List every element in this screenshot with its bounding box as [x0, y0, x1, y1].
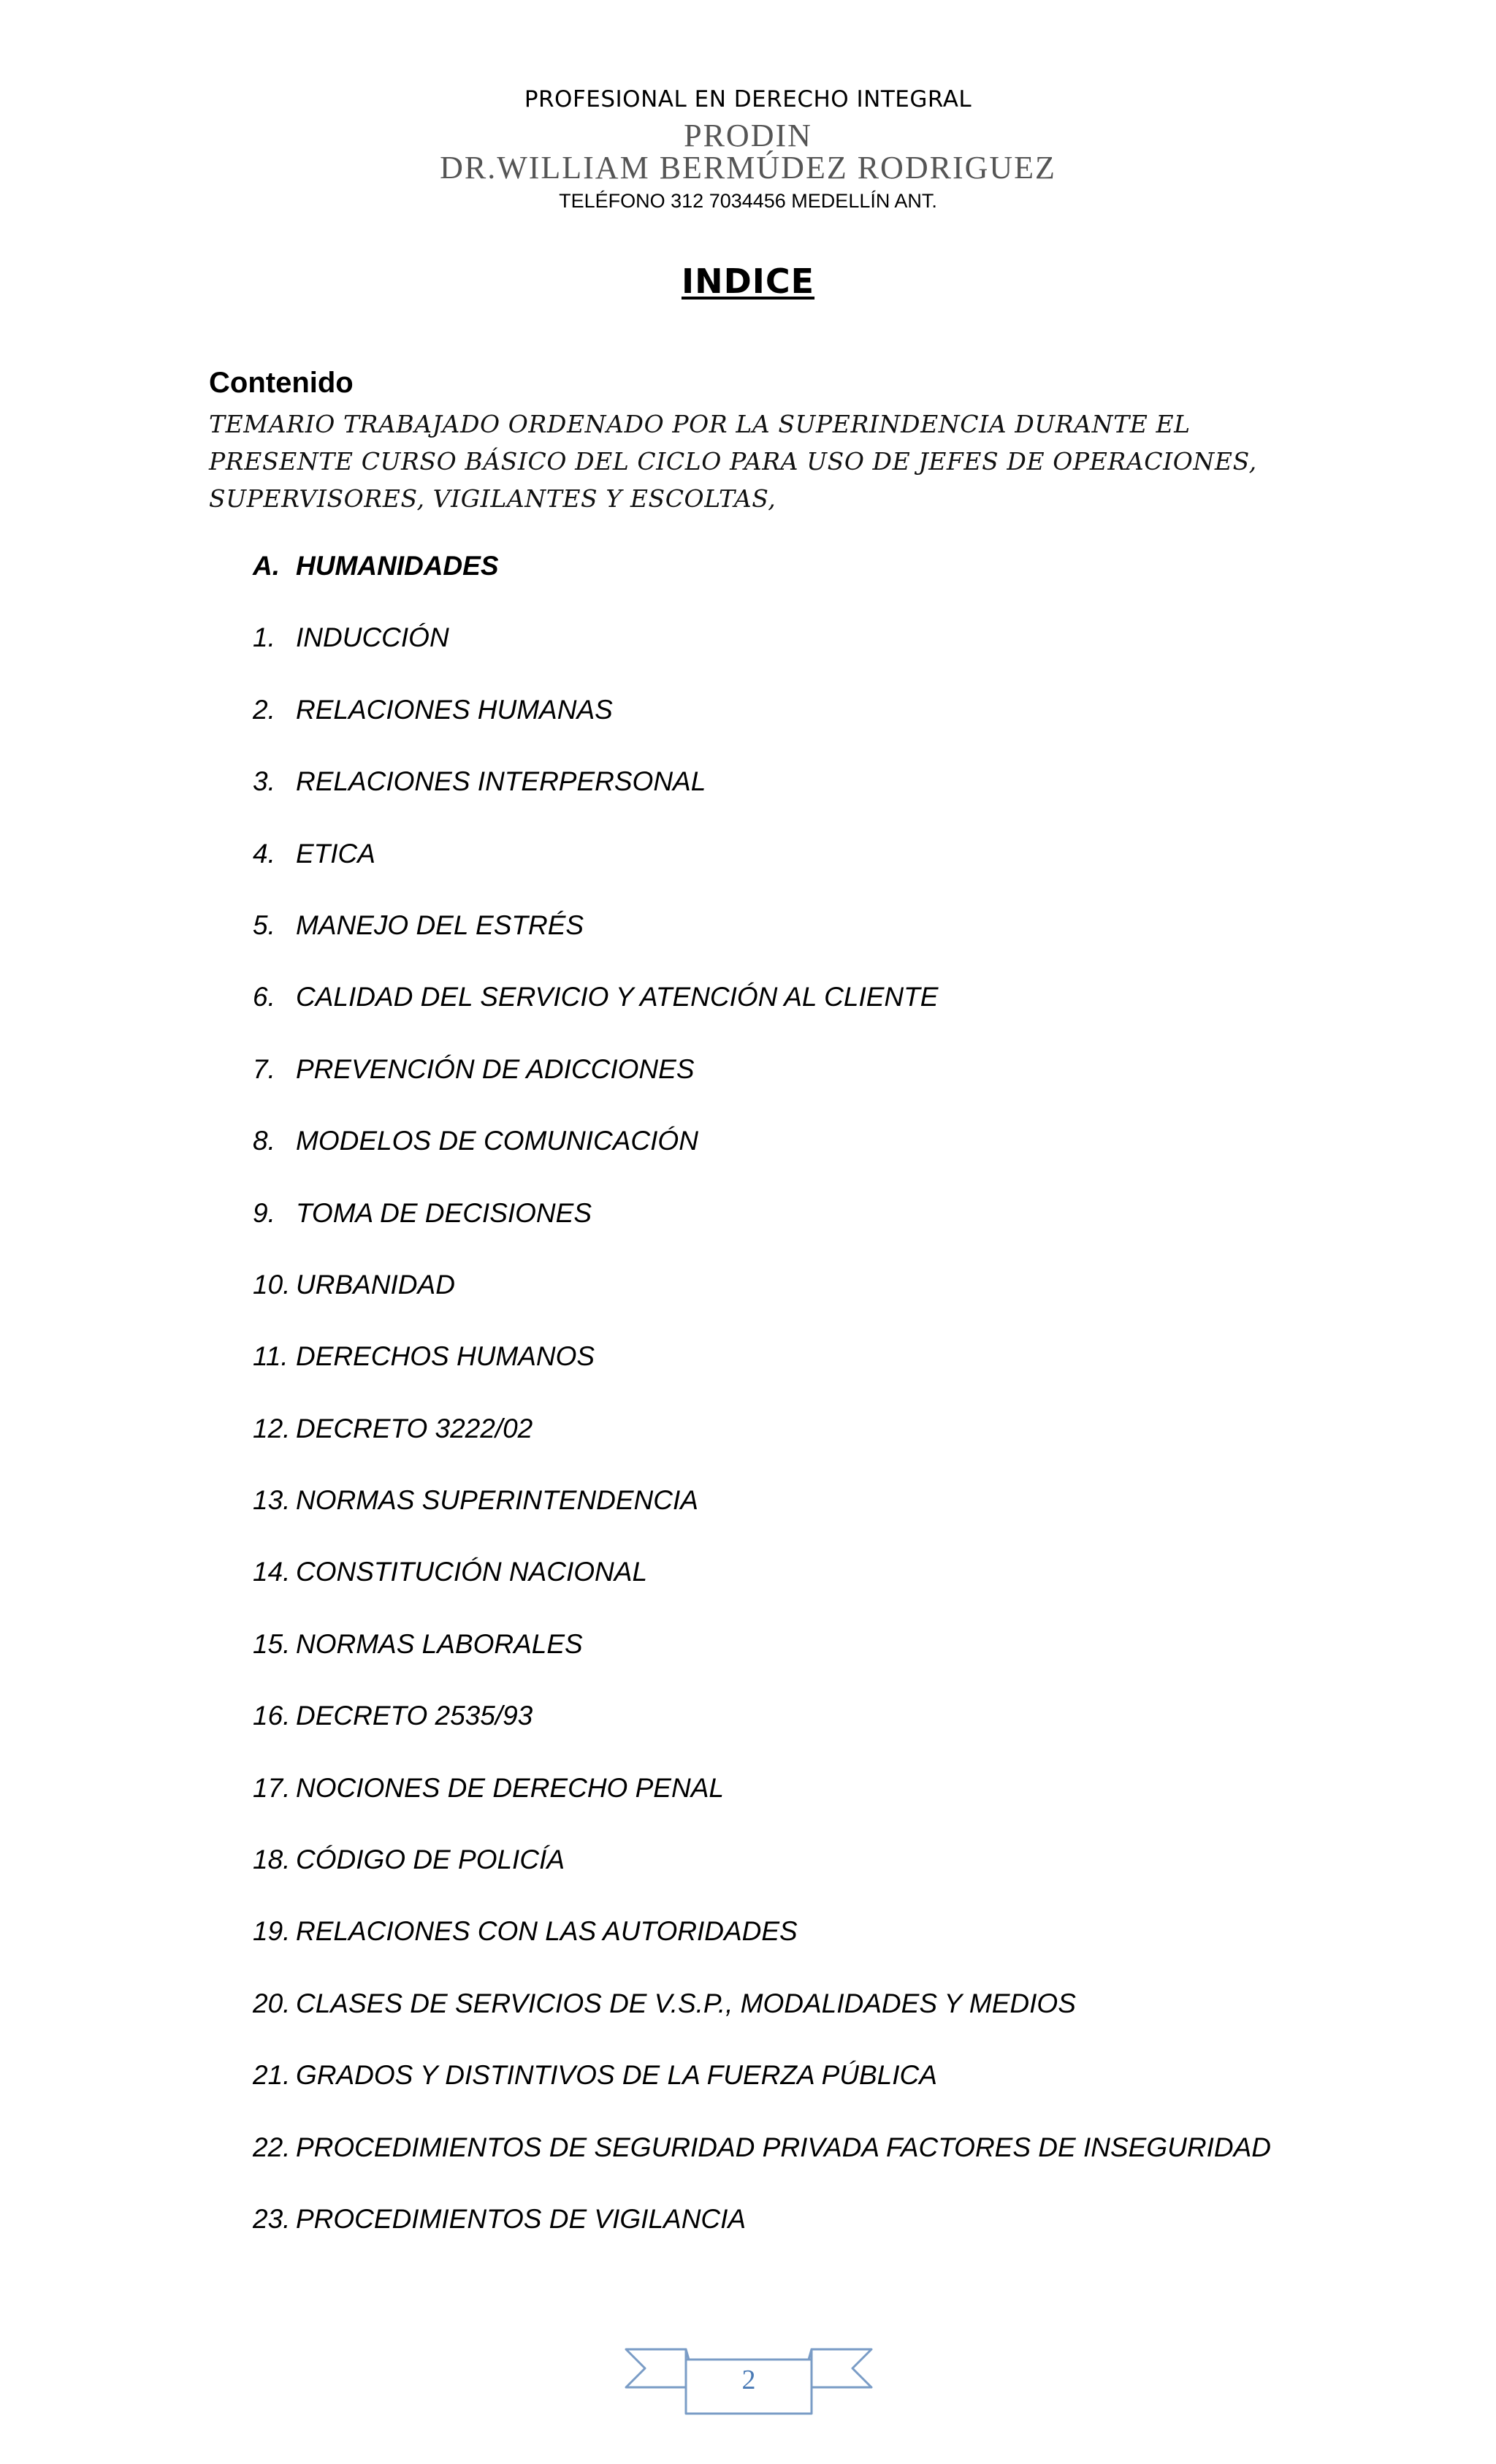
table-of-contents [253, 549, 1421, 2274]
toc-number: 4. [253, 838, 275, 869]
toc-number: 7. [253, 1053, 275, 1084]
list-item [253, 1484, 1421, 1555]
toc-label: RELACIONES HUMANAS [296, 694, 613, 725]
page-number: 2 [741, 2365, 756, 2395]
page-title: INDICE [681, 262, 815, 301]
list-item [253, 2202, 1421, 2274]
list-item [253, 1915, 1421, 1986]
list-item [253, 1987, 1421, 2059]
list-item [253, 1412, 1421, 1484]
toc-label: URBANIDAD [296, 1269, 455, 1300]
toc-label: RELACIONES INTERPERSONAL [296, 766, 706, 797]
toc-label: GRADOS Y DISTINTIVOS DE LA FUERZA PÚBLICA [296, 2060, 937, 2091]
toc-section-label: HUMANIDADES [296, 551, 499, 581]
toc-label: DECRETO 3222/02 [296, 1413, 533, 1443]
list-item [253, 980, 1421, 1052]
toc-number: 18. [253, 1845, 291, 1875]
list-item [253, 909, 1421, 980]
list-item [253, 1628, 1421, 1699]
toc-number: 14. [253, 1557, 291, 1587]
toc-number: 11. [253, 1341, 289, 1372]
header-phone: TELÉFONO 312 7034456 MEDELLÍN ANT. [559, 190, 937, 212]
list-item [253, 1843, 1421, 1915]
list-item [253, 1555, 1421, 1627]
toc-number: 23. [253, 2203, 291, 2234]
toc-label: MANEJO DEL ESTRÉS [296, 909, 584, 940]
contents-heading: Contenido [209, 367, 354, 399]
toc-number: 3. [253, 766, 275, 797]
toc-number: 13. [253, 1485, 291, 1516]
toc-number: 2. [253, 694, 275, 725]
header-acronym: PRODIN [684, 118, 812, 153]
toc-number: 10. [253, 1269, 291, 1300]
toc-number: 20. [253, 1988, 291, 2018]
page-number-ribbon [623, 2343, 874, 2417]
toc-number: 6. [253, 982, 275, 1012]
toc-label: NORMAS LABORALES [296, 1628, 583, 1659]
toc-label: PROCEDIMIENTOS DE SEGURIDAD PRIVADA FACTORES DE INSEGURIDAD [296, 2132, 1271, 2162]
toc-number: 1. [253, 622, 275, 653]
list-item [253, 621, 1421, 693]
toc-label: CÓDIGO DE POLICÍA [296, 1845, 565, 1875]
toc-number: 5. [253, 909, 275, 940]
list-item [253, 1340, 1421, 1411]
toc-label: DECRETO 2535/93 [296, 1701, 533, 1731]
toc-section-humanidades [253, 549, 1421, 621]
header-profession: PROFESIONAL EN DERECHO INTEGRAL [524, 86, 972, 112]
toc-label: CLASES DE SERVICIOS DE V.S.P., MODALIDADES Y MEDIOS [296, 1988, 1076, 2018]
toc-label: MODELOS DE COMUNICACIÓN [296, 1126, 698, 1156]
list-item [253, 837, 1421, 909]
toc-number: 21. [253, 2060, 291, 2091]
list-item [253, 2131, 1421, 2202]
list-item [253, 1197, 1421, 1268]
list-item [253, 1268, 1421, 1340]
list-item [253, 1699, 1421, 1771]
toc-number: 19. [253, 1916, 291, 1947]
header-author-name: DR.WILLIAM BERMÚDEZ RODRIGUEZ [440, 150, 1056, 186]
list-item [253, 765, 1421, 836]
toc-label: DERECHOS HUMANOS [296, 1341, 595, 1372]
intro-paragraph: TEMARIO TRABAJADO ORDENADO POR LA SUPERINDENCIA DURANTE EL PRESENTE CURSO BÁSICO DEL CICLO PARA USO DE JEFES DE OPERACIONES, SUPERVISORES, VIGILANTES Y ESCOLTAS, [209, 410, 1257, 513]
toc-label: PREVENCIÓN DE ADICCIONES [296, 1053, 695, 1084]
toc-label: INDUCCIÓN [296, 622, 449, 653]
toc-number: 16. [253, 1701, 291, 1731]
toc-number: 8. [253, 1126, 275, 1156]
toc-label: NORMAS SUPERINTENDENCIA [296, 1485, 698, 1516]
toc-number: 22. [253, 2132, 291, 2162]
toc-number: 17. [253, 1772, 291, 1803]
toc-label: ETICA [296, 838, 375, 869]
list-item [253, 1771, 1421, 1843]
toc-number: 15. [253, 1628, 291, 1659]
toc-label: PROCEDIMIENTOS DE VIGILANCIA [296, 2203, 747, 2234]
list-item [253, 1124, 1421, 1196]
toc-section-marker: A. [253, 551, 280, 581]
toc-label: RELACIONES CON LAS AUTORIDADES [296, 1916, 798, 1947]
toc-label: CALIDAD DEL SERVICIO Y ATENCIÓN AL CLIENTE [296, 982, 939, 1012]
toc-label: NOCIONES DE DERECHO PENAL [296, 1772, 724, 1803]
list-item [253, 1053, 1421, 1124]
toc-label: CONSTITUCIÓN NACIONAL [296, 1557, 648, 1587]
toc-label: TOMA DE DECISIONES [296, 1197, 592, 1228]
list-item [253, 2059, 1421, 2130]
toc-number: 12. [253, 1413, 291, 1443]
toc-number: 9. [253, 1197, 275, 1228]
list-item [253, 693, 1421, 765]
